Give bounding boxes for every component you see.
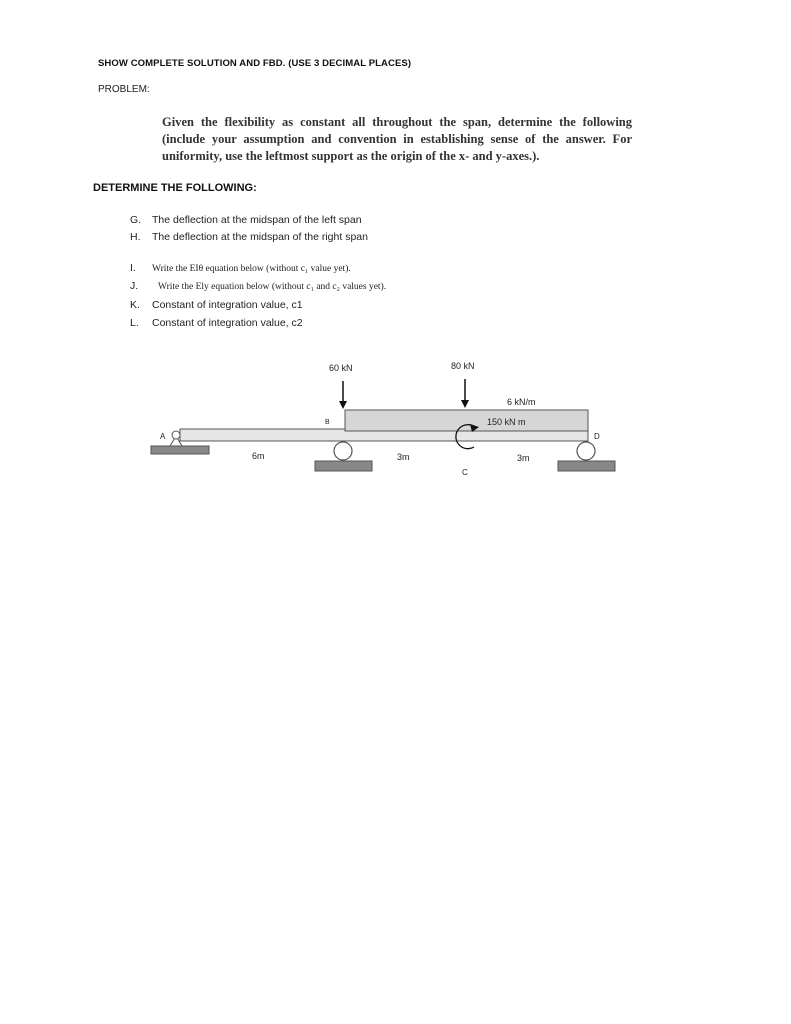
load-b-arrow [339,381,347,409]
point-b-label: B [325,419,330,426]
item-key: L. [130,317,139,329]
point-d-label: D [594,432,600,441]
item-text: Write the EIθ equation below (without c₁ value yet). [152,264,351,274]
item-key: J. [130,280,139,292]
span-bc-label: 3m [397,452,410,462]
page-heading: SHOW COMPLETE SOLUTION AND FBD. (USE 3 DECIMAL PLACES) [98,58,412,69]
load-c-label: 80 kN [451,361,475,371]
item-text: The deflection at the midspan of the right span [152,231,368,243]
distributed-label: 6 kN/m [507,397,536,407]
item-text: Constant of integration value, c1 [152,299,303,311]
item-text: Constant of integration value, c2 [152,317,303,329]
point-a-label: A [160,432,166,441]
item-key: G. [130,214,142,226]
load-c-arrow [461,379,469,408]
problem-statement: Given the flexibility as constant all throughout the span, determine the following (include your assumption and convention in establishing sense of the answer. For uniformity, use the leftmost support as the origin of the x- and y-axes.). [162,115,632,163]
support-d [558,442,615,471]
item-text: Write the Ely equation below (without c₁ and c₂ values yet). [158,282,387,292]
span-cd-label: 3m [517,453,530,463]
load-b-label: 60 kN [329,363,353,373]
point-c-label: C [462,468,468,477]
span-ab-label: 6m [252,451,265,461]
item-key: I. [130,262,136,274]
item-text: The deflection at the midspan of the left span [152,214,362,226]
item-key: K. [130,299,140,311]
item-key: H. [130,231,141,243]
moment-label: 150 kN m [487,417,526,427]
support-b [315,442,372,471]
problem-label: PROBLEM: [98,84,150,95]
distributed-load-block [345,410,588,431]
determine-heading: DETERMINE THE FOLLOWING: [93,182,257,194]
